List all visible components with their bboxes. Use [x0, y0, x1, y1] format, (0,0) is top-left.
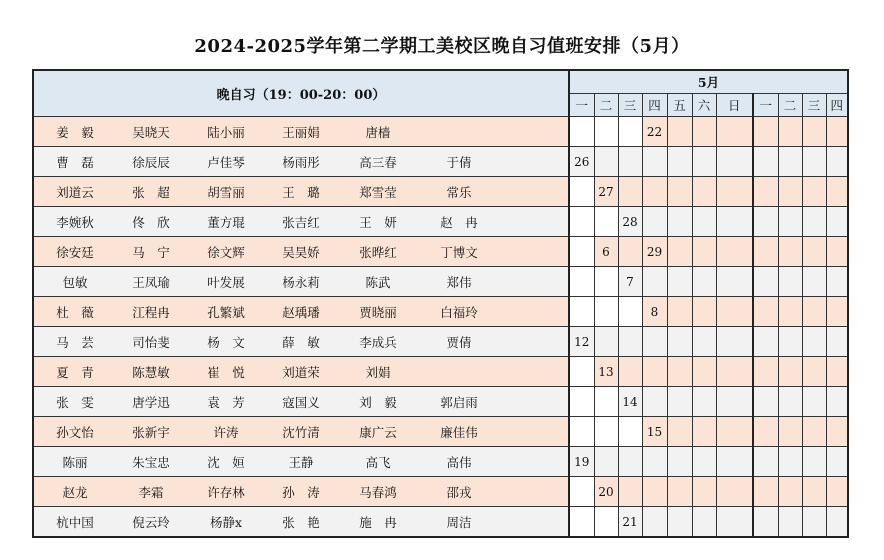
staff-name: 贾晓丽	[359, 304, 397, 320]
date-cell	[826, 237, 848, 267]
date-cell	[569, 387, 594, 417]
date-cell	[778, 117, 802, 147]
staff-name: 张晔红	[359, 244, 397, 260]
date-cell	[594, 327, 618, 357]
date-cell	[642, 177, 667, 207]
duty-names-cell	[33, 417, 569, 447]
staff-name: 许存林	[207, 484, 245, 500]
date-cell	[692, 237, 716, 267]
date-cell	[753, 147, 778, 177]
date-cell	[716, 387, 753, 417]
date-cell	[594, 267, 618, 297]
staff-name: 朱宝忠	[132, 454, 170, 470]
date-cell	[826, 327, 848, 357]
date-cell	[802, 237, 826, 267]
date-cell	[618, 327, 642, 357]
date-cell	[594, 297, 618, 327]
weekday-header-cell: 四	[826, 94, 848, 117]
date-cell	[778, 327, 802, 357]
duty-names-cell	[33, 177, 569, 207]
staff-name: 徐安廷	[56, 244, 94, 260]
staff-name: 孙 涛	[282, 484, 320, 500]
date-cell	[569, 357, 594, 387]
date-cell	[826, 267, 848, 297]
date-cell	[569, 477, 594, 507]
date-cell	[667, 147, 692, 177]
staff-name: 杭中国	[56, 514, 94, 530]
date-cell	[716, 147, 753, 177]
date-cell: 22	[642, 117, 667, 147]
staff-name: 胡雪丽	[207, 184, 245, 200]
table-row	[33, 237, 848, 267]
date-cell	[667, 297, 692, 327]
staff-name: 孙文怡	[56, 424, 94, 440]
date-cell	[692, 507, 716, 538]
date-cell	[594, 507, 618, 538]
staff-name: 姜 毅	[56, 124, 94, 140]
date-cell	[618, 447, 642, 477]
date-cell: 6	[594, 237, 618, 267]
staff-name: 马春鸿	[359, 484, 397, 500]
schedule-table-wrapper	[32, 69, 849, 538]
date-cell	[667, 237, 692, 267]
staff-name: 寇国义	[282, 394, 320, 410]
date-cell	[802, 117, 826, 147]
date-cell	[642, 477, 667, 507]
date-cell	[667, 507, 692, 538]
date-cell	[778, 507, 802, 538]
date-cell	[802, 177, 826, 207]
staff-name: 吴晓天	[132, 124, 170, 140]
date-cell: 27	[594, 177, 618, 207]
staff-name: 刘道荣	[282, 364, 320, 380]
staff-name: 马 宁	[132, 244, 170, 260]
weekday-header-cell: 四	[642, 94, 667, 117]
date-cell	[667, 417, 692, 447]
date-cell	[753, 447, 778, 477]
staff-name: 张 超	[132, 184, 170, 200]
staff-name: 司怡斐	[132, 334, 170, 350]
date-cell	[778, 387, 802, 417]
date-cell	[778, 237, 802, 267]
date-cell	[569, 297, 594, 327]
staff-name: 夏 青	[56, 364, 94, 380]
date-cell	[642, 507, 667, 538]
date-cell	[618, 297, 642, 327]
date-cell: 12	[569, 327, 594, 357]
date-cell	[778, 177, 802, 207]
date-cell	[753, 237, 778, 267]
staff-name: 陈武	[365, 274, 391, 290]
date-cell	[692, 447, 716, 477]
date-cell	[753, 477, 778, 507]
date-cell	[618, 477, 642, 507]
date-cell	[753, 177, 778, 207]
date-cell	[826, 477, 848, 507]
date-cell: 28	[618, 207, 642, 237]
date-cell	[618, 357, 642, 387]
date-cell	[716, 267, 753, 297]
date-cell	[692, 357, 716, 387]
date-cell	[753, 117, 778, 147]
date-cell	[778, 147, 802, 177]
staff-name: 杨 文	[207, 334, 245, 350]
date-cell	[692, 147, 716, 177]
date-cell	[594, 207, 618, 237]
date-cell	[802, 147, 826, 177]
staff-name: 赵 冉	[440, 214, 478, 230]
date-cell	[753, 357, 778, 387]
staff-name: 包敏	[62, 274, 88, 290]
date-cell	[753, 207, 778, 237]
staff-name: 叶发展	[207, 274, 245, 290]
table-row	[33, 177, 848, 207]
staff-name: 沈 姮	[207, 454, 245, 470]
date-cell	[826, 147, 848, 177]
date-cell	[826, 507, 848, 538]
staff-name: 孔繁斌	[207, 304, 245, 320]
staff-name: 常乐	[446, 184, 472, 200]
date-cell	[642, 327, 667, 357]
date-cell	[667, 357, 692, 387]
staff-name: 江程冉	[132, 304, 170, 320]
date-cell	[778, 207, 802, 237]
date-cell	[692, 207, 716, 237]
duty-names-cell	[33, 237, 569, 267]
staff-name: 陈慧敏	[132, 364, 170, 380]
date-cell	[618, 117, 642, 147]
date-cell	[692, 177, 716, 207]
date-cell	[618, 147, 642, 177]
date-cell	[642, 207, 667, 237]
date-cell	[569, 507, 594, 538]
date-cell	[753, 387, 778, 417]
staff-name: 张 雯	[56, 394, 94, 410]
date-cell	[642, 357, 667, 387]
date-cell	[667, 327, 692, 357]
date-cell	[802, 387, 826, 417]
date-cell	[594, 147, 618, 177]
staff-name: 王凤瑜	[132, 274, 170, 290]
date-cell	[692, 417, 716, 447]
duty-names-cell	[33, 477, 569, 507]
table-row	[33, 207, 848, 237]
date-cell	[802, 507, 826, 538]
date-cell	[716, 417, 753, 447]
table-row	[33, 417, 848, 447]
staff-name: 薛 敏	[282, 334, 320, 350]
staff-name: 张 艳	[282, 514, 320, 530]
date-cell: 29	[642, 237, 667, 267]
duty-names-cell	[33, 147, 569, 177]
date-cell	[778, 477, 802, 507]
section-header: 晚自习（19：00-20：00）	[33, 70, 569, 117]
date-cell	[716, 507, 753, 538]
table-row	[33, 357, 848, 387]
date-cell	[569, 177, 594, 207]
date-cell	[716, 177, 753, 207]
staff-name: 高三春	[359, 154, 397, 170]
date-cell	[594, 117, 618, 147]
staff-name: 王 璐	[282, 184, 320, 200]
date-cell	[716, 237, 753, 267]
weekday-header-cell: 一	[569, 94, 594, 117]
staff-name: 白福玲	[440, 304, 478, 320]
staff-name: 邵戎	[446, 484, 472, 500]
date-cell	[642, 387, 667, 417]
duty-names-cell	[33, 117, 569, 147]
date-cell	[569, 117, 594, 147]
staff-name: 倪云玲	[132, 514, 170, 530]
date-cell	[802, 327, 826, 357]
staff-name: 徐辰辰	[132, 154, 170, 170]
date-cell	[618, 417, 642, 447]
table-row	[33, 267, 848, 297]
staff-name: 郭启雨	[440, 394, 478, 410]
staff-name: 郑雪莹	[359, 184, 397, 200]
duty-names-cell	[33, 357, 569, 387]
staff-name: 王丽娟	[282, 124, 320, 140]
table-row	[33, 447, 848, 477]
table-row	[33, 387, 848, 417]
date-cell	[667, 207, 692, 237]
date-cell	[618, 237, 642, 267]
table-row	[33, 477, 848, 507]
date-cell	[826, 177, 848, 207]
date-cell	[667, 387, 692, 417]
date-cell	[778, 417, 802, 447]
date-cell	[692, 297, 716, 327]
staff-name: 唐学迅	[132, 394, 170, 410]
duty-names-cell	[33, 267, 569, 297]
staff-name: 崔 悦	[207, 364, 245, 380]
staff-name: 吴昊娇	[282, 244, 320, 260]
staff-name: 王静	[288, 454, 314, 470]
duty-names-cell	[33, 207, 569, 237]
date-cell	[692, 117, 716, 147]
date-cell	[753, 417, 778, 447]
staff-name: 陈丽	[62, 454, 88, 470]
duty-names-cell	[33, 507, 569, 538]
page-title: 2024-2025学年第二学期工美校区晚自习值班安排（5月）	[194, 36, 690, 57]
date-cell	[716, 477, 753, 507]
date-cell	[778, 447, 802, 477]
date-cell: 19	[569, 447, 594, 477]
date-cell	[594, 387, 618, 417]
date-cell	[753, 267, 778, 297]
date-cell	[692, 267, 716, 297]
table-row	[33, 507, 848, 538]
date-cell	[778, 267, 802, 297]
date-cell	[716, 447, 753, 477]
date-cell: 26	[569, 147, 594, 177]
date-cell	[667, 447, 692, 477]
staff-name: 袁 芳	[207, 394, 245, 410]
staff-name: 张吉红	[282, 214, 320, 230]
staff-name: 李婉秋	[56, 214, 94, 230]
staff-name: 曹 磊	[56, 154, 94, 170]
date-cell: 20	[594, 477, 618, 507]
table-row	[33, 297, 848, 327]
staff-name: 卢佳琴	[207, 154, 245, 170]
duty-names-cell	[33, 447, 569, 477]
date-cell	[802, 357, 826, 387]
staff-name: 贾倩	[446, 334, 472, 350]
date-cell	[716, 297, 753, 327]
weekday-header-cell: 三	[802, 94, 826, 117]
duty-schedule-table	[32, 69, 849, 538]
date-cell	[618, 177, 642, 207]
date-cell	[642, 447, 667, 477]
date-cell: 8	[642, 297, 667, 327]
date-cell	[667, 267, 692, 297]
staff-name: 马 芸	[56, 334, 94, 350]
date-cell	[569, 237, 594, 267]
staff-name: 刘 毅	[359, 394, 397, 410]
date-cell	[716, 327, 753, 357]
staff-name: 沈竹清	[282, 424, 320, 440]
staff-name: 杨静x	[209, 514, 243, 530]
date-cell	[826, 357, 848, 387]
staff-name: 高伟	[446, 454, 472, 470]
date-cell	[692, 327, 716, 357]
date-cell	[778, 357, 802, 387]
staff-name: 周洁	[446, 514, 472, 530]
staff-name: 康广云	[359, 424, 397, 440]
date-cell	[642, 267, 667, 297]
date-cell	[642, 147, 667, 177]
date-cell	[569, 207, 594, 237]
date-cell	[753, 297, 778, 327]
date-cell	[753, 507, 778, 538]
staff-name: 杨雨彤	[282, 154, 320, 170]
staff-name: 刘道云	[56, 184, 94, 200]
table-row	[33, 327, 848, 357]
table-row	[33, 147, 848, 177]
staff-name: 佟 欣	[132, 214, 170, 230]
weekday-header-cell: 五	[667, 94, 692, 117]
weekday-header-cell: 日	[716, 94, 753, 117]
staff-name: 许涛	[213, 424, 239, 440]
staff-name: 刘娟	[365, 364, 391, 380]
duty-names-cell	[33, 327, 569, 357]
date-cell	[826, 417, 848, 447]
date-cell	[594, 417, 618, 447]
date-cell	[569, 267, 594, 297]
date-cell	[826, 387, 848, 417]
duty-names-cell	[33, 387, 569, 417]
date-cell	[826, 297, 848, 327]
date-cell	[802, 447, 826, 477]
staff-name: 陆小丽	[207, 124, 245, 140]
date-cell	[826, 117, 848, 147]
date-cell	[802, 207, 826, 237]
date-cell	[594, 447, 618, 477]
staff-name: 董方琨	[207, 214, 245, 230]
staff-name: 廉佳伟	[440, 424, 478, 440]
staff-name: 丁博文	[440, 244, 478, 260]
staff-name: 徐文辉	[207, 244, 245, 260]
date-cell: 21	[618, 507, 642, 538]
staff-name: 李霜	[138, 484, 164, 500]
duty-names-cell	[33, 297, 569, 327]
date-cell	[778, 297, 802, 327]
weekday-header-cell: 六	[692, 94, 716, 117]
date-cell	[802, 477, 826, 507]
staff-name: 施 冉	[359, 514, 397, 530]
date-cell	[753, 327, 778, 357]
date-cell	[802, 417, 826, 447]
date-cell	[802, 297, 826, 327]
staff-name: 唐樯	[365, 124, 391, 140]
date-cell: 15	[642, 417, 667, 447]
staff-name: 张新宇	[132, 424, 170, 440]
staff-name: 杜 薇	[56, 304, 94, 320]
month-header: 5月	[569, 70, 848, 94]
date-cell	[667, 177, 692, 207]
staff-name: 赵瑀璠	[282, 304, 320, 320]
weekday-header-cell: 一	[753, 94, 778, 117]
staff-name: 杨永莉	[282, 274, 320, 290]
date-cell	[569, 417, 594, 447]
date-cell	[802, 267, 826, 297]
date-cell	[716, 117, 753, 147]
date-cell: 7	[618, 267, 642, 297]
date-cell	[716, 207, 753, 237]
date-cell: 14	[618, 387, 642, 417]
table-row	[33, 117, 848, 147]
staff-name: 郑伟	[446, 274, 472, 290]
date-cell	[667, 117, 692, 147]
date-cell	[692, 477, 716, 507]
date-cell	[692, 387, 716, 417]
staff-name: 赵龙	[62, 484, 88, 500]
weekday-header-cell: 二	[778, 94, 802, 117]
staff-name: 李成兵	[359, 334, 397, 350]
date-cell	[826, 447, 848, 477]
date-cell	[716, 357, 753, 387]
staff-name: 于倩	[446, 154, 472, 170]
date-cell: 13	[594, 357, 618, 387]
staff-name: 高飞	[365, 454, 391, 470]
staff-name: 王 妍	[359, 214, 397, 230]
weekday-header-cell: 三	[618, 94, 642, 117]
date-cell	[826, 207, 848, 237]
date-cell	[667, 477, 692, 507]
weekday-header-cell: 二	[594, 94, 618, 117]
